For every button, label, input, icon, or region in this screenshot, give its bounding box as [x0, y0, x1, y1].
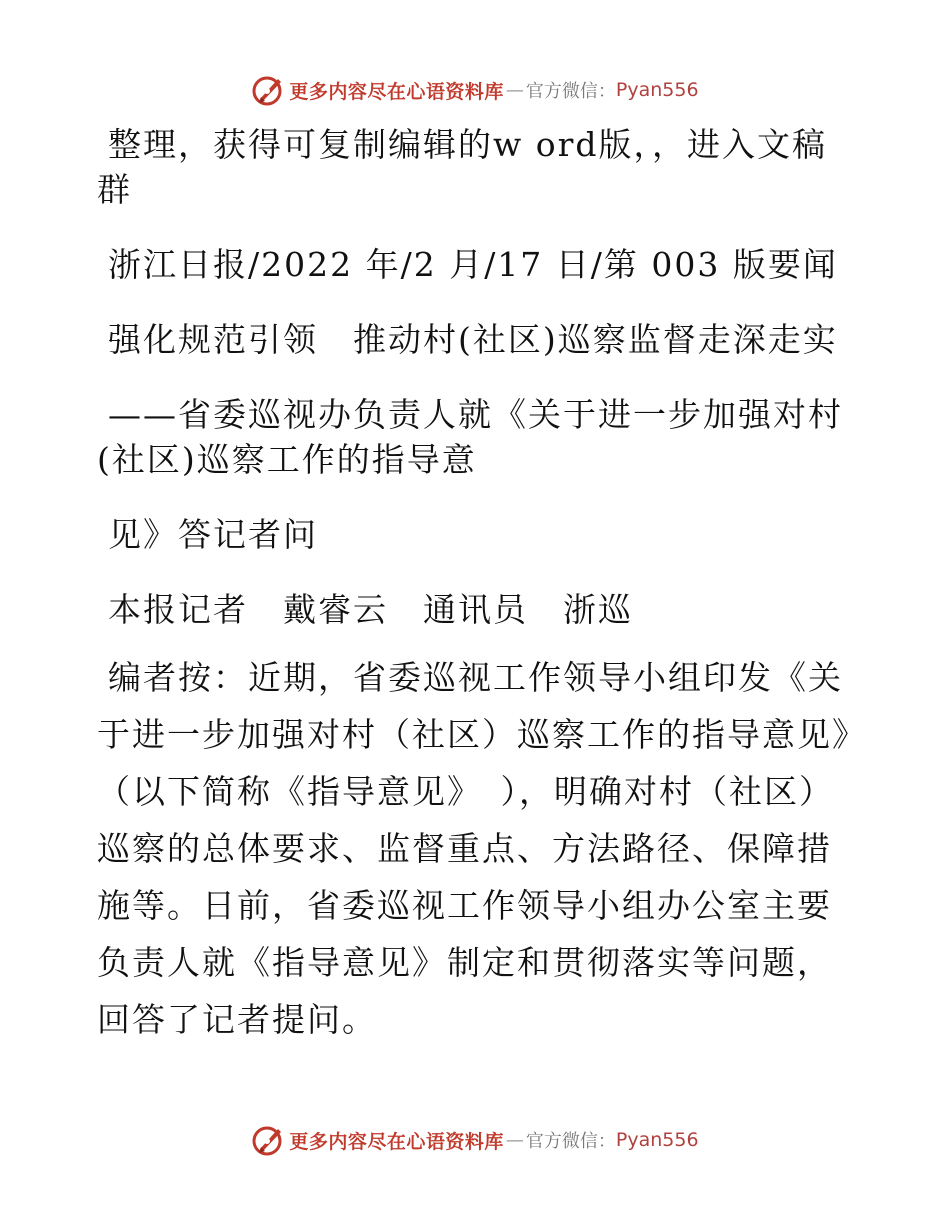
- watermark-footer: [0, 1120, 950, 1160]
- quill-logo-icon: [251, 73, 285, 107]
- watermark-wechat-id: Pyan556: [615, 79, 699, 101]
- watermark-wechat-id: Pyan556: [615, 1129, 699, 1151]
- document-body: [97, 122, 857, 1048]
- byline: 本报记者 戴睿云 通讯员 浙巡: [108, 590, 633, 629]
- watermark-main-text: 更多内容尽在心语资料库: [289, 80, 504, 103]
- watermark-wechat-label: 官方微信：: [525, 81, 616, 102]
- intro-paragraph: 整理，获得可复制编辑的w ord版，，进入文稿群: [97, 125, 828, 209]
- watermark-main-text: 更多内容尽在心语资料库: [289, 1130, 504, 1153]
- quill-logo-icon: [251, 1123, 285, 1157]
- watermark-wechat-label: 官方微信：: [525, 1131, 616, 1152]
- watermark-header: [0, 70, 950, 110]
- subtitle-line-continued: 见》答记者问: [108, 515, 318, 554]
- subtitle-line: ——省委巡视办负责人就《关于进一步加强对村(社区)巡察工作的指导意: [97, 395, 843, 479]
- editor-note-paragraph: 编者按：近期，省委巡视工作领导小组印发《关于进一步加强对村（社区）巡察工作的指导意见》（以下简称《指导意见》 ），明确对村（社区）巡察的总体要求、监督重点、方法路径、保障措施等。日前，省委巡视工作领导小组办公室主要负责人就《指导意见》制定和贯彻落实等问题，回答了记者提问。: [97, 658, 851, 1039]
- watermark-separator: —: [505, 79, 524, 101]
- headline: 强化规范引领 推动村(社区)巡察监督走深走实: [108, 320, 838, 359]
- source-line: 浙江日报/2022 年/2 月/17 日/第 003 版要闻: [108, 245, 838, 284]
- watermark-separator: —: [505, 1129, 524, 1151]
